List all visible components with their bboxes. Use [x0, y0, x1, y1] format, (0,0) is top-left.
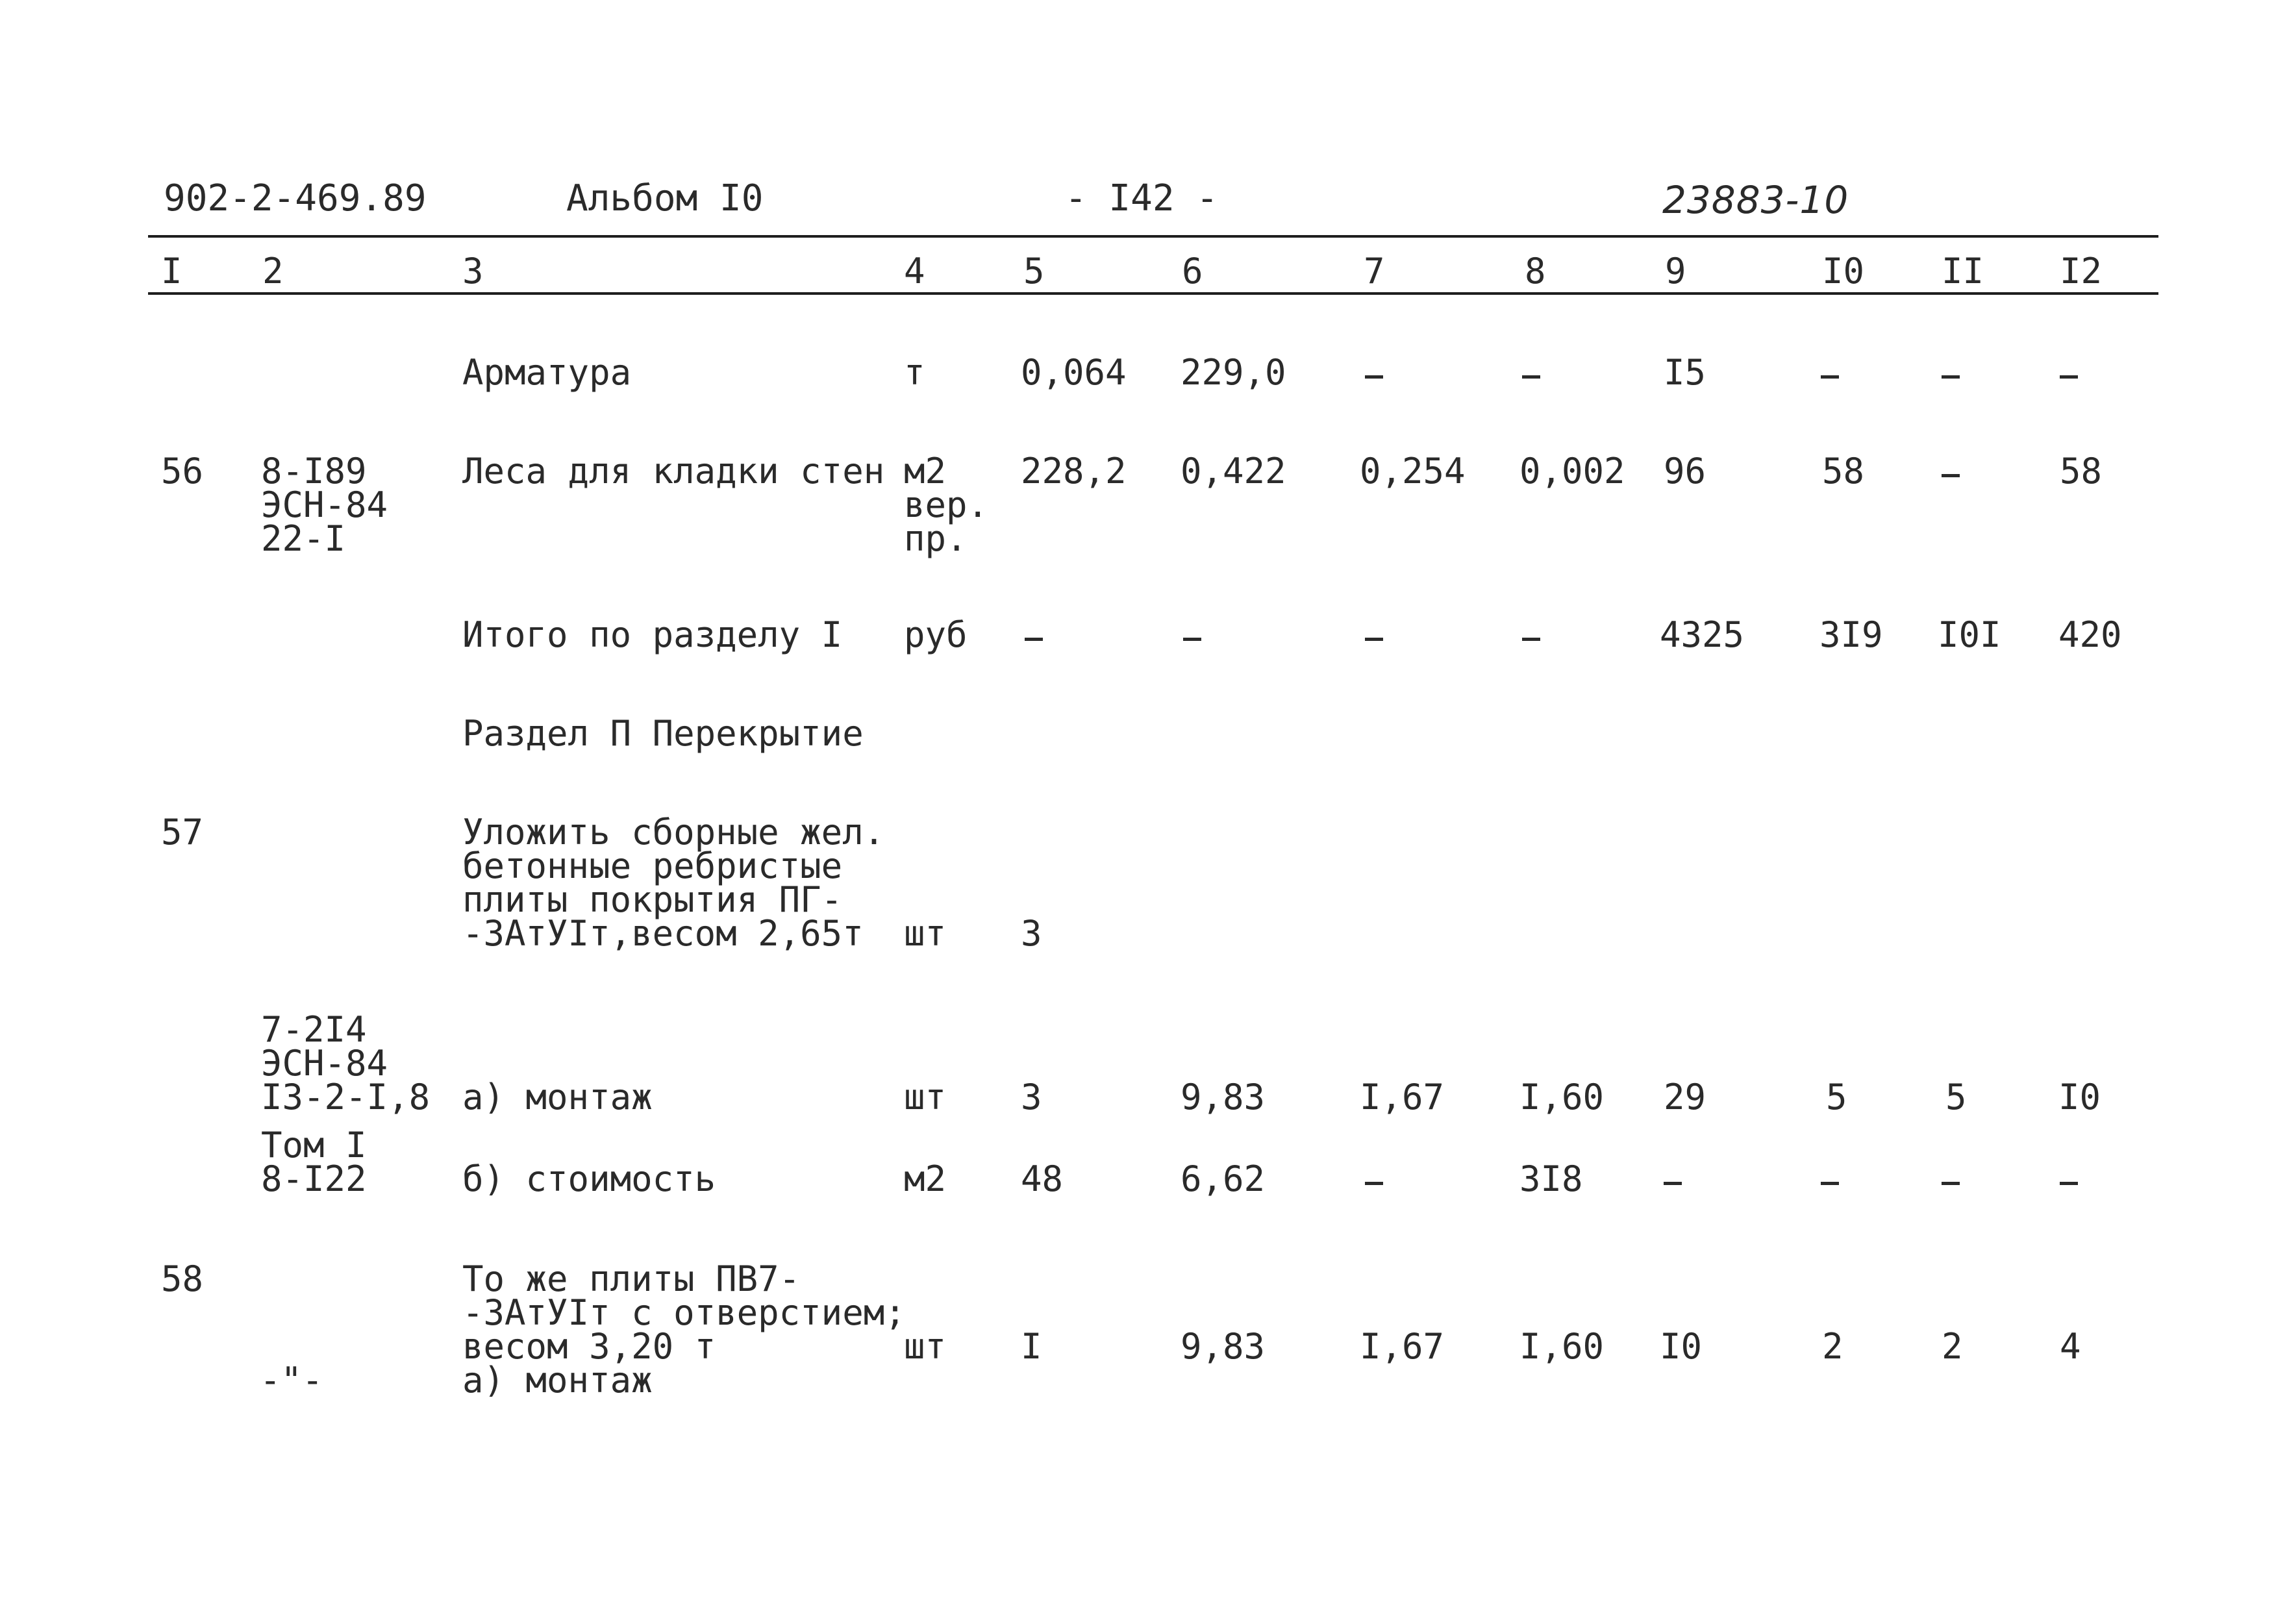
col-header-4: 4 — [904, 251, 925, 292]
row-57a-col10: 5 — [1826, 1077, 1847, 1118]
row-57b-col5: 48 — [1021, 1158, 1064, 1199]
row-57b-col6: 6,62 — [1181, 1158, 1266, 1199]
row-57-name-line2: бетонные ребристые — [462, 845, 843, 886]
row-56-code-line2: ЭСН-84 — [261, 484, 388, 525]
col-header-5: 5 — [1023, 251, 1045, 292]
row-57a-col8: I,60 — [1519, 1077, 1605, 1118]
row-56-col9: 96 — [1664, 451, 1706, 492]
row-57b-unit: м2 — [904, 1158, 947, 1199]
col-header-3: 3 — [462, 251, 484, 292]
row-57-col5: 3 — [1021, 913, 1042, 954]
row-57-number: 57 — [161, 812, 204, 853]
row-armatura-col5: 0,064 — [1021, 352, 1127, 393]
row-56-col10: 58 — [1822, 451, 1865, 492]
dash — [1942, 474, 1960, 477]
row-57a-col11: 5 — [1945, 1077, 1967, 1118]
col-header-2: 2 — [262, 251, 284, 292]
row-total-col12: 420 — [2058, 614, 2122, 655]
row-armatura-col9: I5 — [1664, 352, 1706, 393]
dash — [1183, 638, 1201, 641]
row-57b-name: б) стоимость — [462, 1158, 716, 1199]
document-code: 902-2-469.89 — [164, 177, 427, 219]
row-56-unit-line2: вер. — [904, 484, 989, 525]
row-56-col5: 228,2 — [1021, 451, 1127, 492]
row-58-number: 58 — [161, 1258, 204, 1299]
header-bottom-rule — [148, 292, 2158, 295]
row-58-name-line1: То же плиты ПВ7- — [462, 1258, 801, 1299]
row-total-unit: руб — [904, 614, 968, 655]
dash — [1942, 1182, 1960, 1185]
page-number: - I42 - — [1065, 177, 1219, 219]
dash — [1365, 638, 1383, 641]
row-56-code-line3: 22-I — [261, 518, 346, 559]
row-57a-col9: 29 — [1664, 1077, 1706, 1118]
col-header-11: II — [1942, 251, 1984, 292]
row-total-col9: 4325 — [1660, 614, 1745, 655]
row-57a-code-line2: ЭСН-84 — [261, 1043, 388, 1084]
dash — [1365, 375, 1383, 379]
row-57b-code-line2: 8-I22 — [261, 1158, 367, 1199]
row-57a-unit: шт — [904, 1077, 947, 1118]
row-total-col11: I0I — [1938, 614, 2001, 655]
row-58-col7: I,67 — [1360, 1326, 1445, 1367]
row-56-col7: 0,254 — [1360, 451, 1466, 492]
col-header-1: I — [161, 251, 182, 292]
row-57a-col12: I0 — [2058, 1077, 2101, 1118]
row-58-col10: 2 — [1822, 1326, 1843, 1367]
dash — [1664, 1182, 1682, 1185]
row-56-unit-line1: м2 — [904, 451, 947, 492]
row-armatura-col6: 229,0 — [1181, 352, 1286, 393]
dash — [1025, 638, 1043, 641]
row-57a-code-line3: I3-2-I,8 — [261, 1077, 431, 1118]
row-57b-col8: 3I8 — [1519, 1158, 1583, 1199]
row-57-name-line1: Уложить сборные жел. — [462, 812, 885, 853]
row-58-name-line2: -3АтУIт с отверстием; — [462, 1292, 906, 1333]
row-58-name-line3: весом 3,20 т — [462, 1326, 716, 1367]
handwritten-number: 23883-10 — [1662, 178, 1849, 222]
col-header-9: 9 — [1665, 251, 1686, 292]
dash — [2060, 375, 2078, 379]
row-58-col11: 2 — [1942, 1326, 1963, 1367]
col-header-12: I2 — [2060, 251, 2103, 292]
row-57a-col6: 9,83 — [1181, 1077, 1266, 1118]
dash — [1821, 375, 1839, 379]
row-56-col6: 0,422 — [1181, 451, 1286, 492]
row-57b-code-line1: Том I — [261, 1125, 367, 1166]
row-57a-code-line1: 7-2I4 — [261, 1009, 367, 1050]
row-58-unit: шт — [904, 1326, 947, 1367]
row-armatura-name: Арматура — [462, 352, 632, 393]
dash — [1942, 375, 1960, 379]
row-58-col9: I0 — [1660, 1326, 1703, 1367]
row-58-name-line4: а) монтаж — [462, 1360, 653, 1401]
row-56-name: Леса для кладки стен — [462, 451, 885, 492]
col-header-8: 8 — [1525, 251, 1546, 292]
row-56-col12: 58 — [2060, 451, 2103, 492]
section-heading: Раздел П Перекрытие — [462, 713, 864, 754]
row-56-unit-line3: пр. — [904, 518, 968, 559]
row-58-col12: 4 — [2060, 1326, 2081, 1367]
row-56-number: 56 — [161, 451, 204, 492]
col-header-10: I0 — [1822, 251, 1865, 292]
row-armatura-unit: т — [904, 352, 925, 393]
row-58-code: -"- — [260, 1360, 323, 1401]
dash — [1821, 1182, 1839, 1185]
dash — [1522, 375, 1540, 379]
row-57a-col5: 3 — [1021, 1077, 1042, 1118]
row-57a-col7: I,67 — [1360, 1077, 1445, 1118]
col-header-7: 7 — [1364, 251, 1385, 292]
dash — [2060, 1182, 2078, 1185]
row-total-name: Итого по разделу I — [462, 614, 843, 655]
top-rule — [148, 235, 2158, 238]
row-58-col6: 9,83 — [1181, 1326, 1266, 1367]
row-57-unit: шт — [904, 913, 947, 954]
row-56-code-line1: 8-I89 — [261, 451, 367, 492]
col-header-6: 6 — [1182, 251, 1203, 292]
row-58-col8: I,60 — [1519, 1326, 1605, 1367]
row-total-col10: 3I9 — [1819, 614, 1883, 655]
row-57a-name: а) монтаж — [462, 1077, 653, 1118]
row-56-col8: 0,002 — [1519, 451, 1625, 492]
row-57-name-line3: плиты покрытия ПГ- — [462, 879, 843, 920]
row-57-name-line4: -3АтУIт,весом 2,65т — [462, 913, 864, 954]
row-58-col5: I — [1021, 1326, 1042, 1367]
dash — [1365, 1182, 1383, 1185]
dash — [1522, 638, 1540, 641]
album-label: Альбом I0 — [566, 177, 764, 219]
